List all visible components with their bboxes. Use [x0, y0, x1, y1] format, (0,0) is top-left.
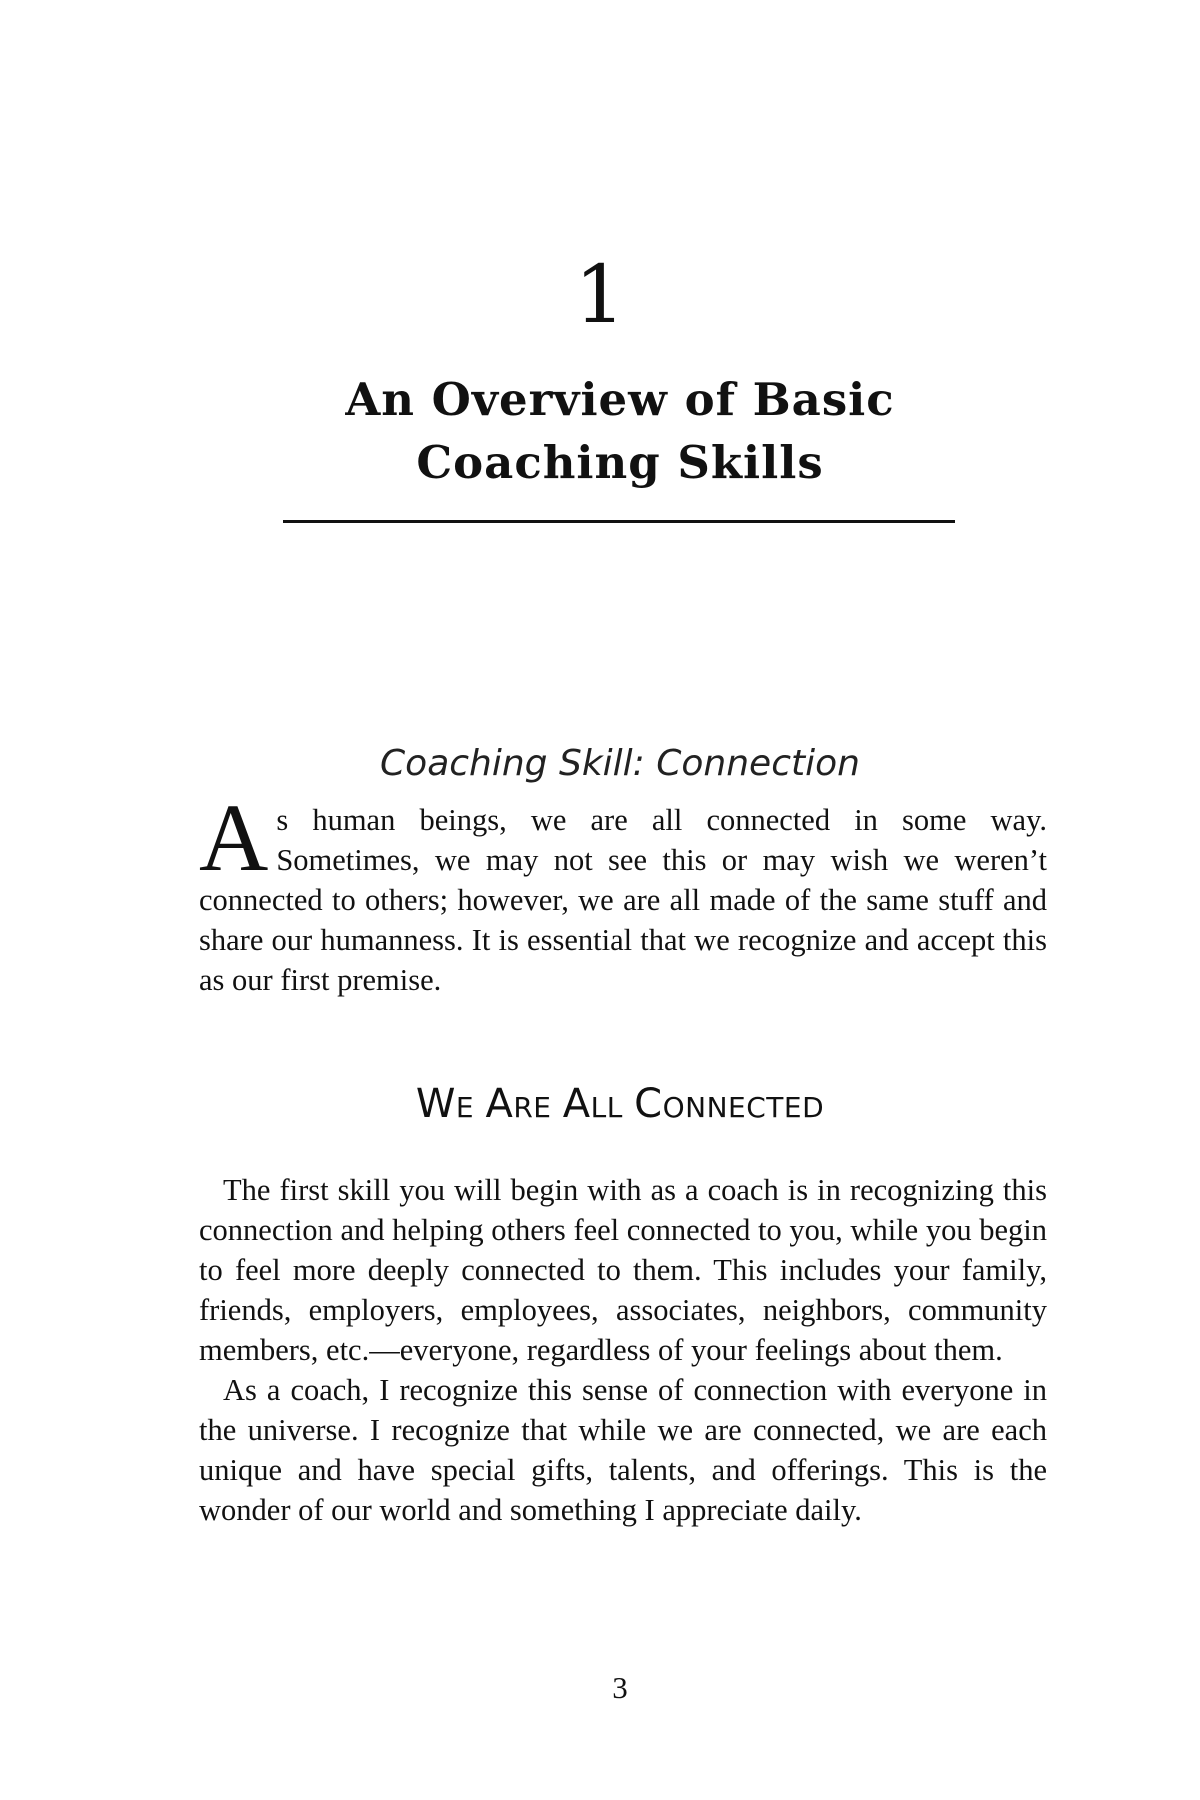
drop-cap: A [199, 784, 269, 891]
intro-text: s human beings, we are all connected in some way. Sometimes, we may not see this or may wish we weren’t connected to others; however, we are all made of the same stuff and share our humanness. It is essential that we recognize and accept this as our first premise. [199, 803, 1047, 997]
heading-word-4: CONNECTED [634, 1081, 825, 1127]
intro-paragraph [199, 784, 1047, 1000]
body-text [199, 1170, 1047, 1530]
subsection-heading [0, 1082, 1200, 1130]
title-divider [283, 520, 955, 523]
heading-word-1: WE [415, 1081, 475, 1127]
page-number: 3 [612, 1670, 628, 1705]
chapter-title-line-2: Coaching Skills [416, 436, 824, 489]
heading-word-3: ALL [562, 1081, 623, 1127]
body-paragraph-2: As a coach, I recognize this sense of connection with everyone in the universe. I recognize that while we are connected, we are each unique and have special gifts, talents, and offerings. This is the wonder of our world and something I appreciate daily. [199, 1373, 1047, 1527]
body-paragraph-1: The first skill you will begin with as a coach is in recognizing this connection and helping others feel connected to you, while you begin to feel more deeply connected to them. This includes your family, friends, employers, employees, associates, neighbors, community members, etc.—everyone, regardless of your feelings about them. [199, 1173, 1047, 1367]
section-heading: Coaching Skill: Connection [380, 743, 860, 784]
chapter-number: 1 [574, 248, 626, 341]
chapter-title-line-1: An Overview of Basic [345, 373, 895, 426]
chapter-title [200, 368, 1040, 494]
heading-word-2: ARE [485, 1081, 552, 1127]
